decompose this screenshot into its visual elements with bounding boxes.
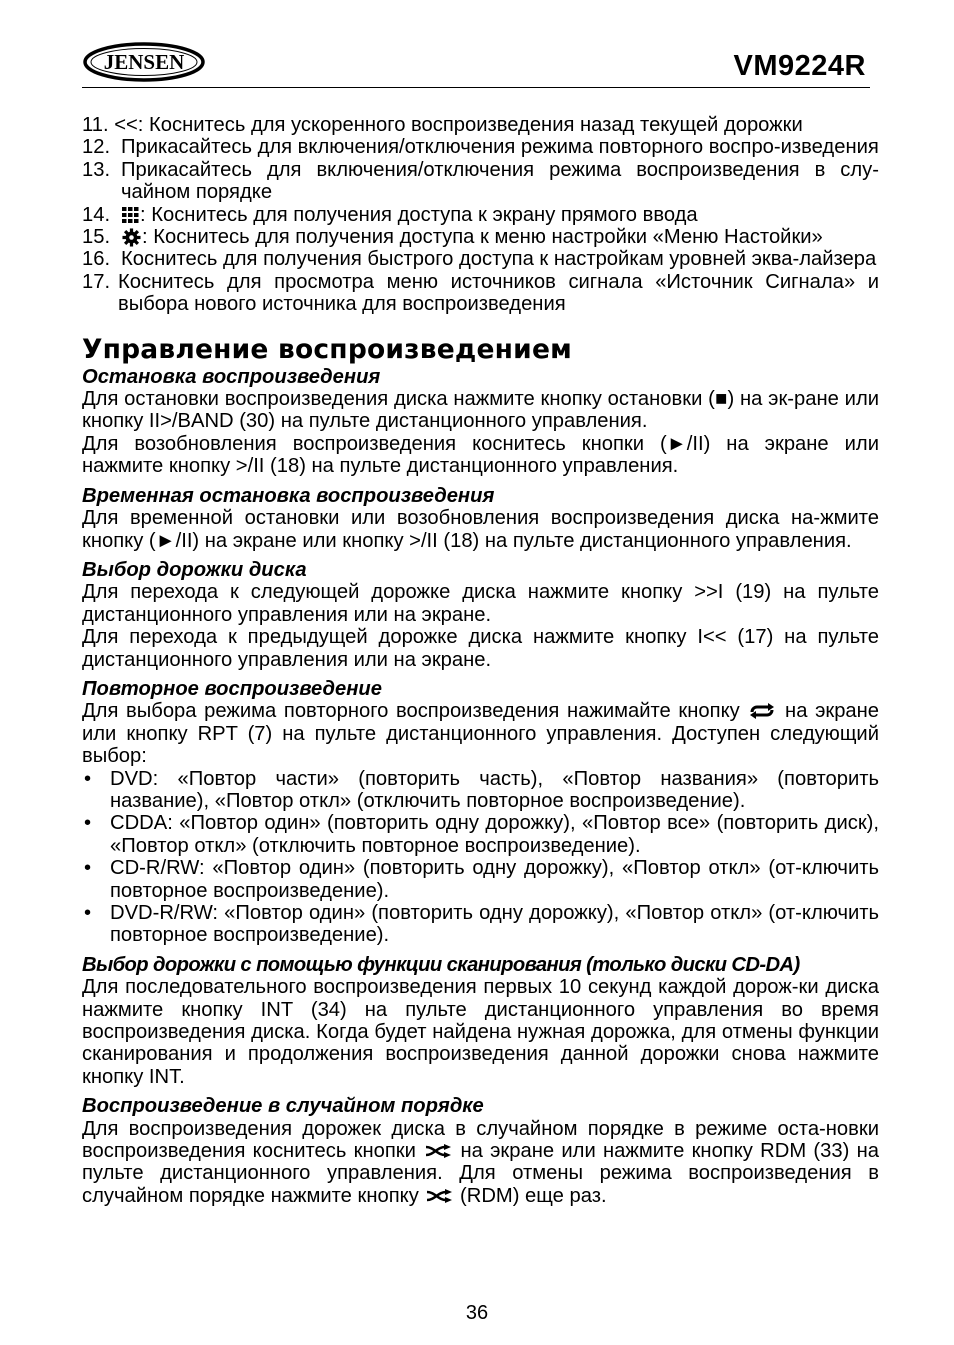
jensen-logo <box>83 42 205 82</box>
list-text: Коснитесь для просмотра меню источников сигнала «Источник Сигнала» и выбора нового источника для воспроизведения <box>118 270 879 316</box>
section-title: Управление воспроизведением <box>82 333 572 365</box>
repeat-icon <box>747 703 777 719</box>
track-paragraph-1: Для перехода к следующей дорожке диска нажмите кнопку >>I (19) на пульте дистанционного управления или на экране. <box>82 581 879 626</box>
list-item <box>82 226 879 248</box>
random-heading: Воспроизведение в случайном порядке <box>82 1095 484 1118</box>
list-number: 15. <box>82 226 111 249</box>
pause-paragraph: Для временной остановки или возобновления воспроизведения диска на-жмите кнопку (►/II) на экране или кнопку >/II (18) на пульте дистанционного управления. <box>82 507 879 552</box>
scan-heading: Выбор дорожки с помощью функции сканирования (только диски CD-DA) <box>82 953 800 976</box>
list-number: 16. <box>82 248 111 271</box>
gear-icon <box>122 228 141 247</box>
repeat-heading: Повторное воспроизведение <box>82 677 382 700</box>
keypad-icon <box>122 207 139 223</box>
list-number: 17. <box>82 270 111 293</box>
track-paragraph-2: Для перехода к предыдущей дорожке диска нажмите кнопку I<< (17) на пульте дистанционного управления или на экране. <box>82 626 879 671</box>
list-item <box>82 204 879 226</box>
list-item: • CDDA: «Повтор один» (повторить одну дорожку), «Повтор все» (повторить диск), «Повтор откл» (отключить повторное воспроизведение). <box>82 812 879 857</box>
list-item <box>82 136 879 158</box>
list-item: • DVD-R/RW: «Повтор один» (повторить одну дорожку), «Повтор откл» (от-ключить повторное воспроизведение). <box>82 902 879 947</box>
shuffle-icon <box>424 1189 454 1203</box>
list-text: Коснитесь для получения быстрого доступа к настройкам уровней эква-лайзера <box>121 248 877 271</box>
list-item: • DVD: «Повтор части» (повторить часть), «Повтор названия» (повторить название), «Повтор откл» (отключить повторное воспроизведение). <box>82 768 879 813</box>
list-number: 13. <box>82 158 111 181</box>
random-paragraph: Для воспроизведения дорожек диска в случайном порядке в режиме оста-новки воспроизведения коснитесь кнопки на экране или нажмите кнопку RDM (33) на пульте дистанционного управления. Для отмены режима воспроизведения в случайном порядке нажмите кнопку (RDM) еще раз. <box>82 1117 879 1207</box>
pause-heading: Временная остановка воспроизведения <box>82 484 495 507</box>
stop-paragraph-2: Для возобновления воспроизведения коснитесь кнопки (►/II) на экране или нажмите кнопку >/II (18) на пульте дистанционного управления. <box>82 432 879 478</box>
list-number: 11. <box>82 114 109 136</box>
list-item <box>82 248 879 270</box>
stop-paragraph-1: Для остановки воспроизведения диска нажмите кнопку остановки (■) на эк-ране или кнопку II>/BAND (30) на пульте дистанционного управления. <box>82 388 879 433</box>
list-number: 14. <box>82 203 111 226</box>
list-text: Прикасайтесь для включения/отключения режима воспроизведения в слу-чайном порядке <box>121 158 879 204</box>
header-rule <box>82 87 870 88</box>
list-text: : Коснитесь для получения доступа к меню настройки «Меню Настойки» <box>142 226 823 249</box>
list-text: Прикасайтесь для включения/отключения режима повторного воспро-изведения <box>121 136 879 159</box>
list-number: 12. <box>82 136 111 159</box>
content <box>82 114 879 1207</box>
shuffle-icon <box>423 1144 453 1158</box>
list-item <box>82 159 879 204</box>
repeat-paragraph: Для выбора режима повторного воспроизведения нажимайте кнопку на экране или кнопку RPT (7) на пульте дистанционного управления. Доступен следующий выбор: <box>82 700 880 768</box>
list-item <box>82 114 879 136</box>
list-item <box>82 271 879 316</box>
scan-paragraph: Для последовательного воспроизведения первых 10 секунд каждой дорож-ки диска нажмите кнопку INT (34) на пульте дистанционного управления во время воспроизведения диска. Когда будет найдена нужная дорожка, для отмены функции сканирования и продолжения воспроизведения данной дорожки снова нажмите кнопку INT. <box>82 976 879 1088</box>
brand-text: JENSEN <box>103 50 185 74</box>
track-heading: Выбор дорожки диска <box>82 558 307 581</box>
list-item: • CD-R/RW: «Повтор один» (повторить одну дорожку), «Повтор откл» (от-ключить повторное воспроизведение). <box>82 857 879 902</box>
page-number: 36 <box>465 1302 489 1324</box>
list-text: <<: Коснитесь для ускоренного воспроизведения назад текущей дорожки <box>114 114 803 136</box>
model-number: VM9224R <box>733 50 866 82</box>
list-text: : Коснитесь для получения доступа к экрану прямого ввода <box>140 203 698 226</box>
stop-heading: Остановка воспроизведения <box>82 365 381 388</box>
repeat-options-list <box>82 768 879 947</box>
